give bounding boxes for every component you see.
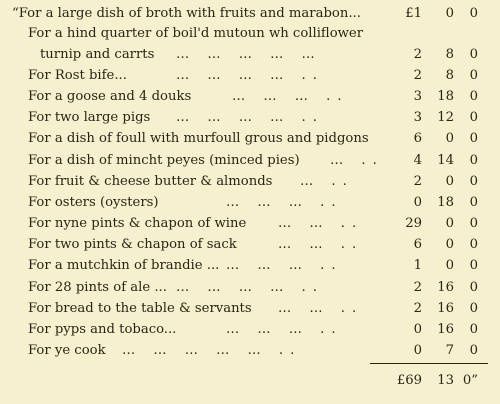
account-row-broth bbox=[0, 3, 500, 24]
total-shillings: 13 bbox=[437, 373, 454, 388]
account-row-fruit-cheese bbox=[0, 171, 500, 192]
item-leader: … … .. bbox=[278, 300, 364, 316]
item-description: For ye cook bbox=[28, 343, 106, 359]
item-pence: 0 bbox=[469, 67, 478, 83]
item-leader: … … … .. bbox=[232, 88, 349, 104]
item-pence: 0 bbox=[469, 279, 478, 295]
total-rule bbox=[370, 363, 488, 364]
item-pounds: 1 bbox=[413, 258, 422, 274]
item-shillings: 8 bbox=[445, 67, 454, 83]
item-leader: … … … … … bbox=[176, 46, 322, 62]
item-leader: … … … .. bbox=[226, 258, 343, 274]
item-pounds: 29 bbox=[405, 216, 422, 232]
item-pence: 0 bbox=[469, 131, 478, 147]
item-description: For two large pigs bbox=[28, 110, 151, 126]
total-pounds: £69 bbox=[396, 373, 422, 388]
item-pounds: 3 bbox=[413, 110, 422, 126]
item-pounds: 6 bbox=[413, 131, 422, 147]
item-shillings: 0 bbox=[445, 6, 454, 21]
item-pounds: 2 bbox=[413, 67, 422, 83]
account-row-brandie bbox=[0, 255, 500, 276]
item-shillings: 0 bbox=[445, 216, 454, 232]
item-pounds: 0 bbox=[413, 194, 422, 210]
item-shillings: 14 bbox=[437, 152, 454, 168]
item-leader: … .. bbox=[300, 173, 354, 189]
total-pence: 0” bbox=[462, 373, 478, 388]
item-leader: … … … … .. bbox=[176, 279, 324, 295]
account-row-pigs bbox=[0, 107, 500, 128]
item-description-continued: turnip and carrts bbox=[40, 46, 155, 62]
item-description: For a mutchkin of brandie ... bbox=[28, 258, 220, 274]
item-pence: 0 bbox=[469, 322, 478, 338]
item-description: “For a large dish of broth with fruits and marabon... bbox=[12, 6, 361, 21]
account-row-cook bbox=[0, 340, 500, 361]
item-pence: 0 bbox=[469, 237, 478, 253]
item-description: For Rost bife... bbox=[28, 67, 127, 83]
item-pence: 0 bbox=[469, 258, 478, 274]
item-description: For 28 pints of ale ... bbox=[28, 279, 167, 295]
item-pence: 0 bbox=[469, 152, 478, 168]
item-description: For osters (oysters) bbox=[28, 194, 159, 210]
item-pence: 0 bbox=[469, 194, 478, 210]
item-pounds: 0 bbox=[413, 322, 422, 338]
item-pence: 0 bbox=[469, 173, 478, 189]
account-row-mutoun bbox=[0, 24, 500, 43]
account-row-goose bbox=[0, 86, 500, 107]
account-row-foull bbox=[0, 128, 500, 149]
account-list bbox=[0, 3, 500, 361]
item-shillings: 0 bbox=[445, 237, 454, 253]
item-leader: … … .. bbox=[278, 216, 364, 232]
item-description: For pyps and tobaco... bbox=[28, 322, 177, 338]
item-leader: … … … … .. bbox=[176, 67, 324, 83]
item-pence: 0 bbox=[469, 216, 478, 232]
item-leader: … … … .. bbox=[226, 194, 343, 210]
account-total-row bbox=[0, 370, 500, 392]
item-pence: 0 bbox=[469, 46, 478, 62]
item-pounds: 2 bbox=[413, 173, 422, 189]
item-shillings: 0 bbox=[445, 173, 454, 189]
item-shillings: 12 bbox=[437, 110, 454, 126]
item-shillings: 18 bbox=[437, 88, 454, 104]
item-shillings: 16 bbox=[437, 322, 454, 338]
item-description: For a dish of mincht peyes (minced pies) bbox=[28, 152, 300, 168]
item-pounds: 2 bbox=[413, 46, 422, 62]
item-pounds: 4 bbox=[413, 152, 422, 168]
item-pence: 0 bbox=[469, 300, 478, 316]
item-pence: 0 bbox=[469, 88, 478, 104]
item-description: For a dish of foull with murfoull grous and pidgons bbox=[28, 131, 369, 147]
item-leader: … … … … .. bbox=[176, 110, 324, 126]
account-row-mutoun-continued bbox=[0, 44, 500, 65]
item-pounds: 2 bbox=[413, 279, 422, 295]
item-pounds: 2 bbox=[413, 300, 422, 316]
item-pounds: 0 bbox=[413, 343, 422, 359]
item-shillings: 7 bbox=[445, 343, 454, 359]
item-pence: 0 bbox=[469, 343, 478, 359]
account-row-pyps bbox=[0, 319, 500, 340]
item-leader: … … .. bbox=[278, 237, 364, 253]
item-shillings: 18 bbox=[437, 194, 454, 210]
item-description: For a goose and 4 douks bbox=[28, 88, 192, 104]
item-pounds: 3 bbox=[413, 88, 422, 104]
account-row-rost-bife bbox=[0, 65, 500, 86]
account-row-mincht-peyes bbox=[0, 150, 500, 171]
item-shillings: 0 bbox=[445, 131, 454, 147]
item-shillings: 0 bbox=[445, 258, 454, 274]
item-pence: 0 bbox=[469, 110, 478, 126]
item-description: For two pints & chapon of sack bbox=[28, 237, 237, 253]
item-shillings: 16 bbox=[437, 279, 454, 295]
item-shillings: 8 bbox=[445, 46, 454, 62]
item-shillings: 16 bbox=[437, 300, 454, 316]
item-description: For nyne pints & chapon of wine bbox=[28, 216, 247, 232]
item-pounds: 6 bbox=[413, 237, 422, 253]
item-leader: … … … .. bbox=[226, 322, 343, 338]
account-row-sack bbox=[0, 234, 500, 255]
account-row-osters bbox=[0, 192, 500, 213]
item-pence: 0 bbox=[469, 6, 478, 21]
account-row-wine bbox=[0, 213, 500, 234]
item-leader: … … … … … .. bbox=[122, 343, 302, 359]
item-description: For bread to the table & servants bbox=[28, 300, 252, 316]
item-pounds: £1 bbox=[405, 6, 422, 21]
account-row-ale bbox=[0, 277, 500, 298]
item-leader: … .. bbox=[330, 152, 384, 168]
account-row-bread bbox=[0, 298, 500, 319]
item-description: For fruit & cheese butter & almonds bbox=[28, 173, 273, 189]
item-description: For a hind quarter of boil'd mutoun wh colliflower bbox=[28, 26, 364, 42]
